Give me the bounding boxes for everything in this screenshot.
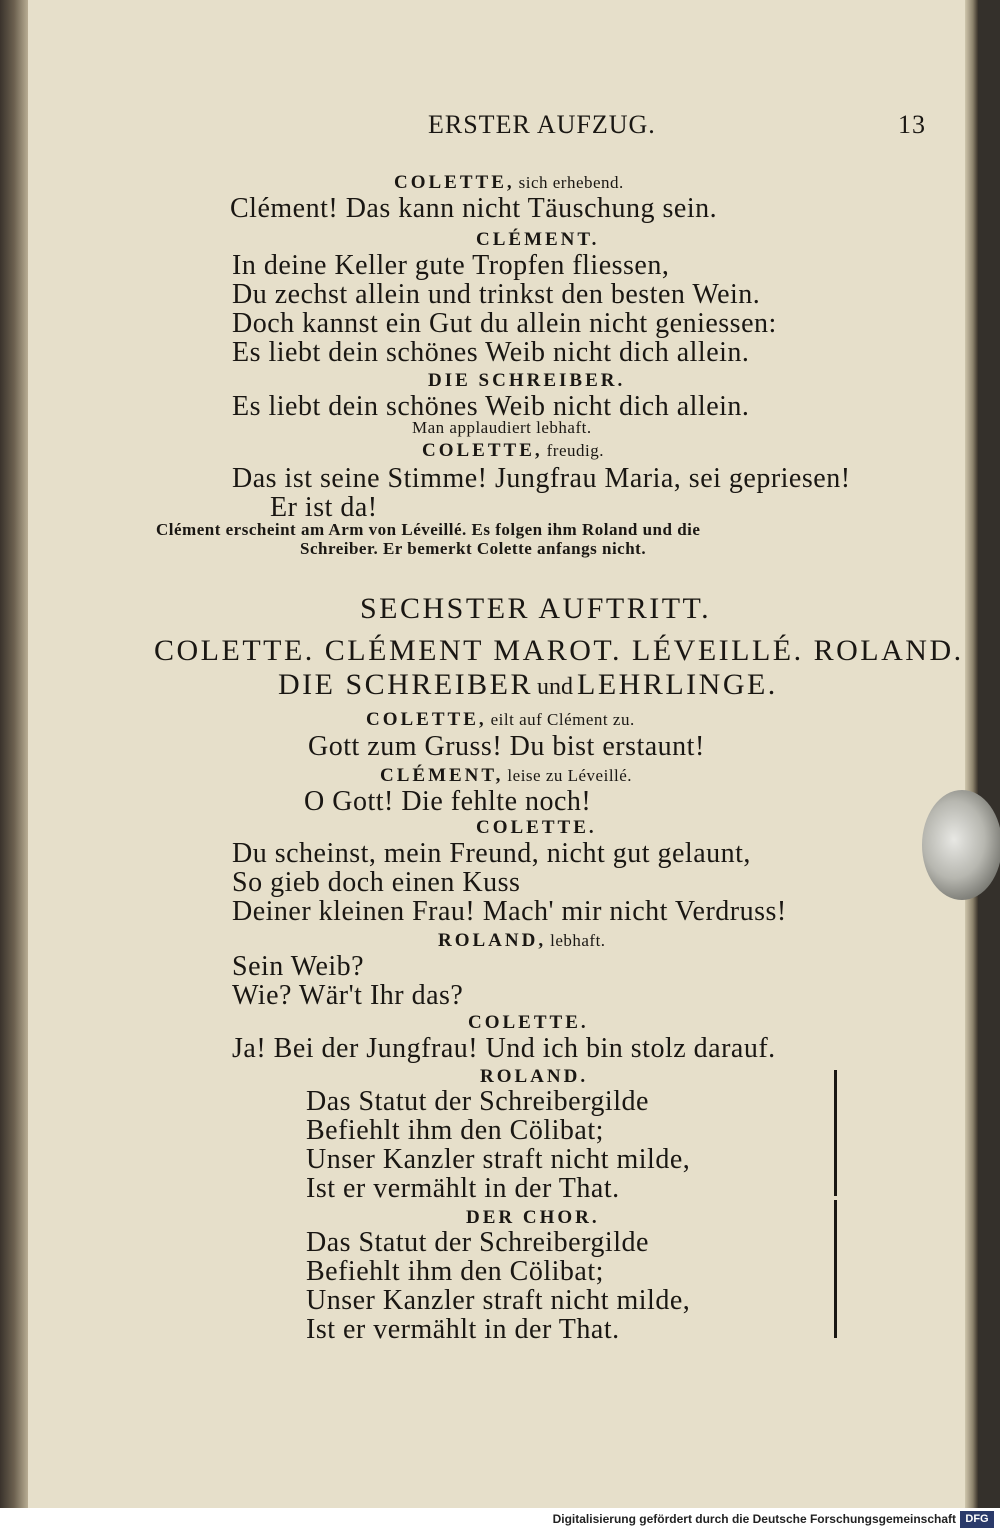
cast-name: DIE SCHREIBER <box>278 668 534 701</box>
verse-line: Ist er vermählt in der That. <box>306 1314 620 1345</box>
speaker-name: CLÉMENT. <box>476 229 600 250</box>
speaker-name: CLÉMENT, <box>380 765 504 786</box>
stage-note: freudig. <box>546 441 604 460</box>
speaker-name: COLETTE, <box>366 709 487 730</box>
verse-line: In deine Keller gute Tropfen fliessen, <box>232 250 670 281</box>
verse-line: Sein Weib? <box>232 951 365 982</box>
speaker-name: DER CHOR. <box>466 1207 600 1228</box>
verse-line: Unser Kanzler straft nicht milde, <box>306 1144 691 1175</box>
speaker-name: COLETTE, <box>394 172 515 193</box>
verse-line: Befiehlt ihm den Cölibat; <box>306 1115 604 1146</box>
verse-line: Deiner kleinen Frau! Mach' mir nicht Verdruss! <box>232 896 787 927</box>
verse-line: Gott zum Gruss! Du bist erstaunt! <box>308 731 705 762</box>
stage-note: sich erhebend. <box>518 173 624 192</box>
cast-connector: und <box>537 674 574 700</box>
speaker-name: DIE SCHREIBER. <box>428 370 626 391</box>
stage-direction: Clément erscheint am Arm von Léveillé. Es folgen ihm Roland und die <box>156 520 701 539</box>
speaker-name: ROLAND. <box>480 1066 589 1087</box>
page-edge <box>965 0 978 1508</box>
scene-heading: SECHSTER AUFTRITT. <box>360 592 712 625</box>
verse-line: Das Statut der Schreibergilde <box>306 1227 649 1258</box>
speaker-name: COLETTE, <box>422 440 543 461</box>
cast-name: LEHRLINGE. <box>577 668 778 701</box>
speaker-name: COLETTE. <box>468 1012 589 1033</box>
verse-line: Clément! Das kann nicht Täuschung sein. <box>230 193 718 224</box>
verse-line: Das ist seine Stimme! Jungfrau Maria, sei gepriesen! <box>232 463 851 494</box>
cast-list: COLETTE. CLÉMENT MAROT. LÉVEILLÉ. ROLAND. <box>154 634 964 667</box>
verse-line: Er ist da! <box>270 492 378 523</box>
stage-note: lebhaft. <box>550 931 606 950</box>
running-title: ERSTER AUFZUG. <box>428 110 656 139</box>
stage-note: eilt auf Clément zu. <box>490 710 635 729</box>
speaker-heading <box>422 440 604 462</box>
cast-list <box>278 668 778 702</box>
verse-line: Befiehlt ihm den Cölibat; <box>306 1256 604 1287</box>
dfg-logo: DFG <box>960 1511 994 1528</box>
verse-line: Es liebt dein schönes Weib nicht dich allein. <box>232 337 750 368</box>
verse-line: Wie? Wär't Ihr das? <box>232 980 464 1011</box>
verse-line: Du scheinst, mein Freund, nicht gut gelaunt, <box>232 838 751 869</box>
verse-line: Ja! Bei der Jungfrau! Und ich bin stolz darauf. <box>232 1033 776 1064</box>
funding-credit: Digitalisierung gefördert durch die Deutsche Forschungsgemeinschaft <box>552 1512 956 1526</box>
verse-line: O Gott! Die fehlte noch! <box>304 786 592 817</box>
speaker-heading <box>380 765 632 787</box>
bracket-brace <box>826 1200 837 1338</box>
footer-bar <box>0 1508 1000 1532</box>
speaker-heading <box>394 172 624 194</box>
stage-direction: Man applaudiert lebhaft. <box>412 418 592 437</box>
speaker-name: ROLAND, <box>438 930 547 951</box>
speaker-heading <box>366 709 635 731</box>
thumb-index-tab <box>922 790 1000 900</box>
book-page <box>28 0 978 1508</box>
bracket-brace <box>826 1070 837 1196</box>
verse-line: Doch kannst ein Gut du allein nicht geniessen: <box>232 308 777 339</box>
page-number: 13 <box>898 110 926 139</box>
speaker-name: COLETTE. <box>476 817 597 838</box>
verse-line: Du zechst allein und trinkst den besten Wein. <box>232 279 761 310</box>
verse-line: Das Statut der Schreibergilde <box>306 1086 649 1117</box>
verse-line: Unser Kanzler straft nicht milde, <box>306 1285 691 1316</box>
verse-line: Ist er vermählt in der That. <box>306 1173 620 1204</box>
stage-note: leise zu Léveillé. <box>507 766 633 785</box>
verse-line: So gieb doch einen Kuss <box>232 867 521 898</box>
speaker-heading <box>438 930 606 952</box>
stage-direction: Schreiber. Er bemerkt Colette anfangs nicht. <box>300 539 647 558</box>
verse-line: Es liebt dein schönes Weib nicht dich allein. <box>232 391 750 422</box>
